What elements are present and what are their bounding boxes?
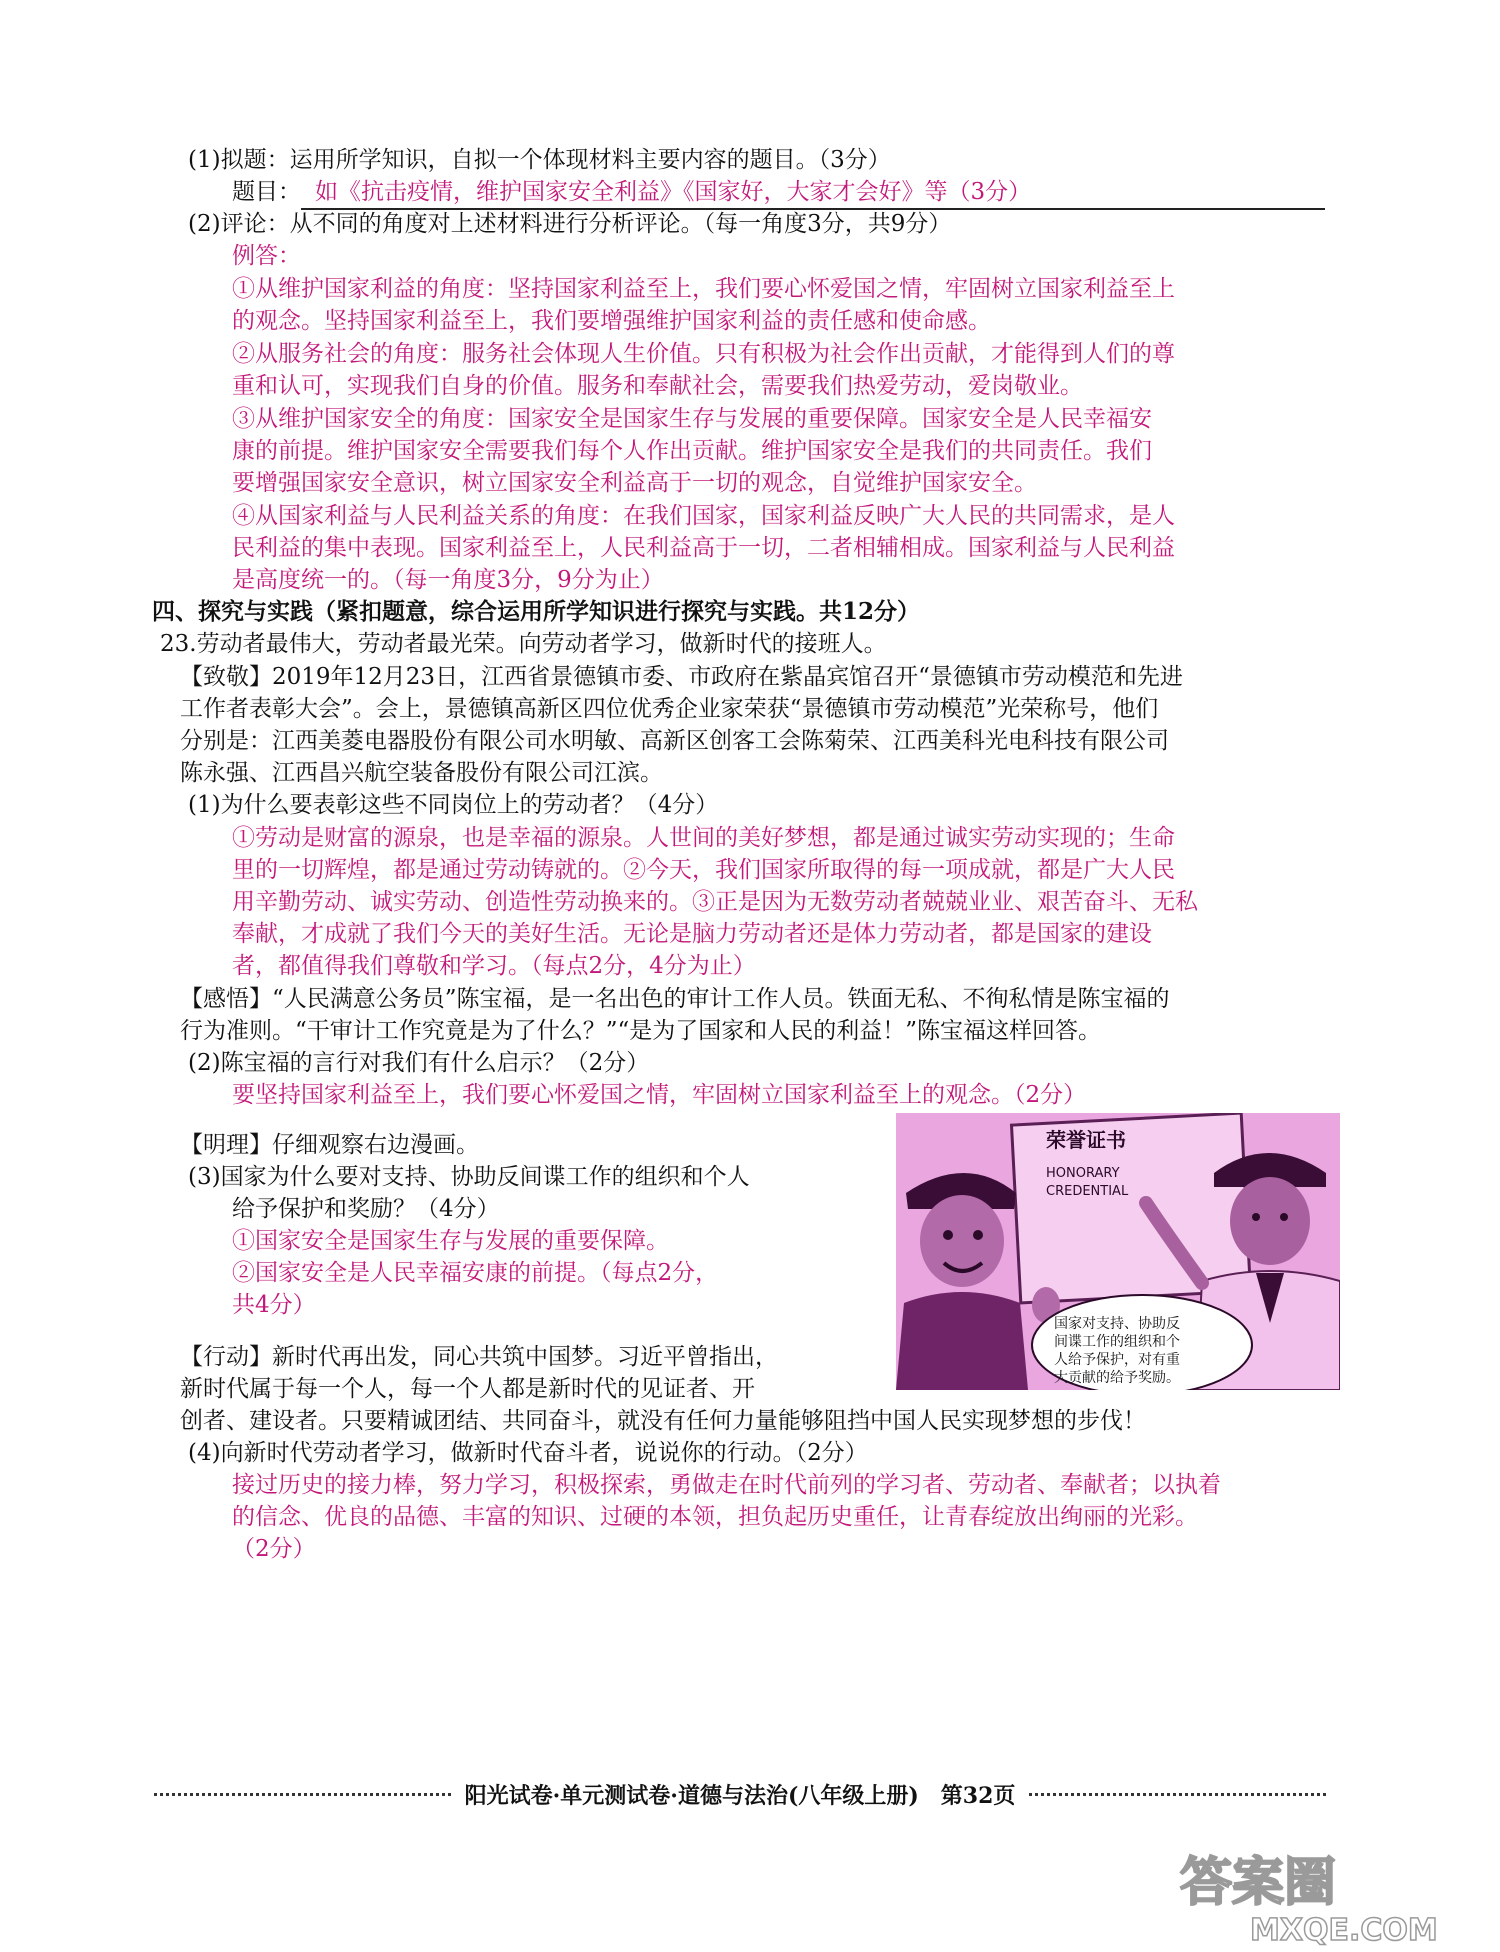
- watermark-line1: 答案圈: [1180, 1853, 1337, 1913]
- material-line: 工作者表彰大会”。会上，景德镇高新区四位优秀企业家荣获“景德镇市劳动模范”光荣称号，他们: [180, 696, 1159, 722]
- certificate-en-2: CREDENTIAL: [1046, 1184, 1129, 1199]
- speech-line: 人给予保护，对有重: [1054, 1352, 1180, 1368]
- material-line: 【行动】新时代再出发，同心共筑中国梦。习近平曾指出，: [180, 1344, 778, 1370]
- answer-line: ③从维护国家安全的角度：国家安全是国家生存与发展的重要保障。国家安全是人民幸福安: [232, 406, 1152, 432]
- q23-4-prompt: (4)向新时代劳动者学习，做新时代奋斗者，说说你的行动。（2分）: [188, 1440, 868, 1466]
- answer-line: 者，都值得我们尊敬和学习。（每点2分，4分为止）: [232, 953, 756, 979]
- answer-line: ④从国家利益与人民利益关系的角度：在我们国家，国家利益反映广大人民的共同需求，是人: [232, 503, 1175, 529]
- answer-line: 共4分）: [232, 1292, 316, 1318]
- q23-3-prompt: (3)国家为什么要对支持、协助反间谍工作的组织和个人: [188, 1164, 750, 1190]
- answer-line: ①从维护国家利益的角度：坚持国家利益至上，我们要心怀爱国之情，牢固树立国家利益至上: [232, 276, 1175, 302]
- cartoon-drawing: [896, 1113, 1340, 1390]
- material-line: 分别是：江西美菱电器股份有限公司水明敏、高新区创客工会陈菊荣、江西美科光电科技有限公司: [180, 728, 1169, 754]
- answer-line: 要坚持国家利益至上，我们要心怀爱国之情，牢固树立国家利益至上的观念。（2分）: [232, 1082, 1087, 1108]
- section-four-heading: 四、探究与实践（紧扣题意，综合运用所学知识进行探究与实践。共12分）: [152, 598, 921, 625]
- answer-line: 重和认可，实现我们自身的价值。服务和奉献社会，需要我们热爱劳动，爱岗敬业。: [232, 373, 1083, 399]
- certificate-title: 荣誉证书: [1046, 1128, 1126, 1152]
- answer-line: ②国家安全是人民幸福安康的前提。（每点2分，: [232, 1260, 719, 1286]
- answer-line: 用辛勤劳动、诚实劳动、创造性劳动换来的。③正是因为无数劳动者兢兢业业、艰苦奋斗、无私: [232, 889, 1198, 915]
- answer-line: 的观念。坚持国家利益至上，我们要增强维护国家利益的责任感和使命感。: [232, 308, 991, 334]
- answer-line: 的信念、优良的品德、丰富的知识、过硬的本领，担负起历史重任，让青春绽放出绚丽的光彩。: [232, 1504, 1198, 1530]
- footer-dots-right: [1029, 1793, 1326, 1796]
- q2-example-label: 例答：: [232, 243, 301, 269]
- cartoon-illustration: [896, 1113, 1340, 1390]
- answer-line: 里的一切辉煌，都是通过劳动铸就的。②今天，我们国家所取得的每一项成就，都是广大人民: [232, 857, 1175, 883]
- answer-line: 民利益的集中表现。国家利益至上，人民利益高于一切，二者相辅相成。国家利益与人民利益: [232, 535, 1175, 561]
- speech-line: 间谍工作的组织和个: [1054, 1334, 1180, 1350]
- q2-prompt: (2)评论：从不同的角度对上述材料进行分析评论。（每一角度3分，共9分）: [188, 211, 952, 237]
- material-line: 创者、建设者。只要精诚团结、共同奋斗，就没有任何力量能够阻挡中国人民实现梦想的步伐！: [180, 1408, 1146, 1434]
- q23-prompt: 23.劳动者最伟大，劳动者最光荣。向劳动者学习，做新时代的接班人。: [160, 631, 887, 657]
- answer-line: 接过历史的接力棒，努力学习，积极探索，勇做走在时代前列的学习者、劳动者、奉献者；以执着: [232, 1472, 1221, 1498]
- answer-line: 康的前提。维护国家安全需要我们每个人作出贡献。维护国家安全是我们的共同责任。我们: [232, 438, 1152, 464]
- footer-text: 阳光试卷·单元测试卷·道德与法治(八年级上册) 第32页: [464, 1782, 1016, 1809]
- certificate-en-1: HONORARY: [1046, 1166, 1120, 1181]
- answer-line: ②从服务社会的角度：服务社会体现人生价值。只有积极为社会作出贡献，才能得到人们的尊: [232, 341, 1175, 367]
- material-line: 新时代属于每一个人，每一个人都是新时代的见证者、开: [180, 1376, 755, 1402]
- watermark-line2: MXQE.COM: [1250, 1913, 1438, 1948]
- q23-1-prompt: (1)为什么要表彰这些不同岗位上的劳动者？（4分）: [188, 792, 719, 818]
- material-line: 【感悟】“人民满意公务员”陈宝福，是一名出色的审计工作人员。铁面无私、不徇私情是陈宝福的: [180, 986, 1170, 1012]
- q1-answer: 如《抗击疫情，维护国家安全利益》《国家好，大家才会好》等（3分）: [301, 176, 1325, 210]
- answer-line: ①国家安全是国家生存与发展的重要保障。: [232, 1228, 669, 1254]
- material-line: 【明理】仔细观察右边漫画。: [180, 1132, 479, 1158]
- answer-line: （2分）: [232, 1536, 316, 1562]
- title-label: 题目：: [232, 179, 301, 205]
- speech-line: 国家对支持、协助反: [1054, 1316, 1180, 1332]
- material-line: 行为准则。“干审计工作究竟是为了什么？”“是为了国家和人民的利益！”陈宝福这样回答。: [180, 1018, 1102, 1044]
- q1-title-row: [232, 176, 1337, 210]
- q1-prompt: (1)拟题：运用所学知识，自拟一个体现材料主要内容的题目。（3分）: [188, 147, 891, 173]
- watermark-logo: [1160, 1840, 1500, 1948]
- q23-2-prompt: (2)陈宝福的言行对我们有什么启示？（2分）: [188, 1050, 650, 1076]
- speech-line: 大贡献的给予奖励。: [1054, 1370, 1180, 1386]
- answer-line: ①劳动是财富的源泉，也是幸福的源泉。人世间的美好梦想，都是通过诚实劳动实现的；生命: [232, 825, 1175, 851]
- material-line: 陈永强、江西昌兴航空装备股份有限公司江滨。: [180, 760, 663, 786]
- q23-3-prompt-cont: 给予保护和奖励？（4分）: [232, 1196, 500, 1222]
- speech-bubble: [1032, 1295, 1252, 1390]
- answer-line: 奉献，才成就了我们今天的美好生活。无论是脑力劳动者还是体力劳动者，都是国家的建设: [232, 921, 1152, 947]
- material-line: 【致敬】2019年12月23日，江西省景德镇市委、市政府在紫晶宾馆召开“景德镇市劳动模范和先进: [180, 664, 1183, 690]
- answer-line: 要增强国家安全意识，树立国家安全利益高于一切的观念，自觉维护国家安全。: [232, 470, 1037, 496]
- answer-line: 是高度统一的。（每一角度3分，9分为止）: [232, 567, 664, 593]
- page-footer: [140, 1776, 1340, 1812]
- footer-dots-left: [154, 1793, 451, 1796]
